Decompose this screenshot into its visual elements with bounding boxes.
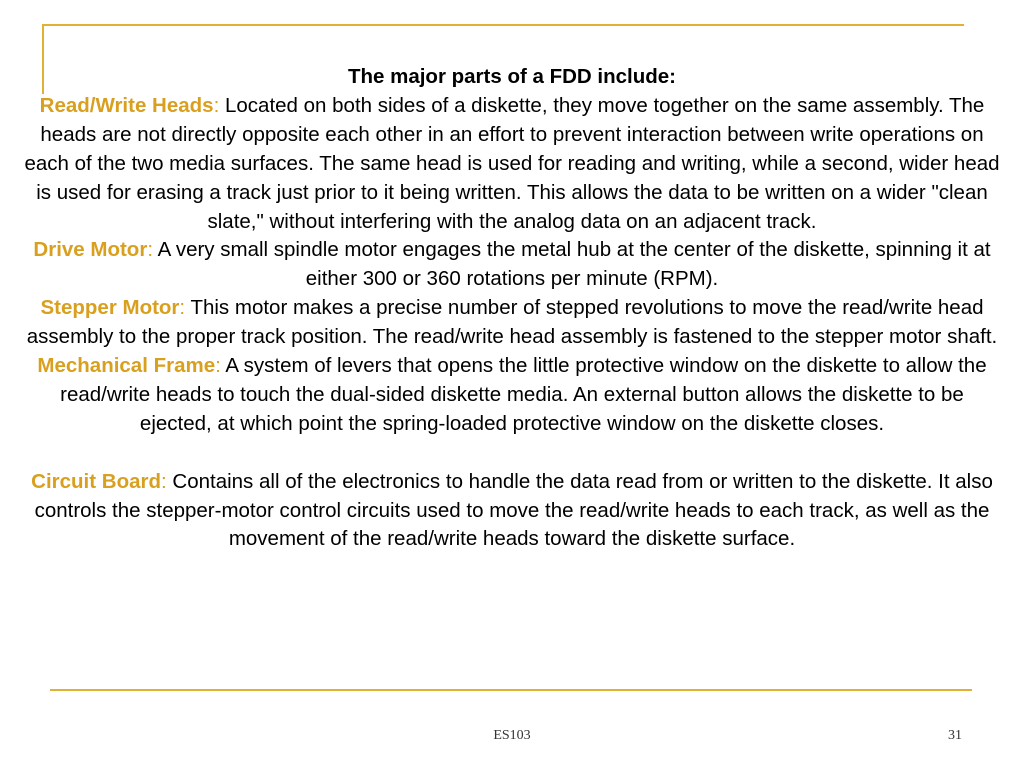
part-mechanical-frame	[22, 352, 1002, 439]
term-separator: :	[161, 469, 167, 493]
bottom-rule	[50, 689, 972, 691]
term-separator: :	[179, 296, 186, 320]
footer-course: ES103	[493, 728, 531, 743]
term-label: Circuit Board	[31, 469, 161, 493]
part-drive-motor	[22, 236, 1002, 294]
term-label: Mechanical Frame	[37, 354, 216, 378]
part-read-write-heads	[22, 92, 1002, 237]
slide-heading: The major parts of a FDD include:	[347, 65, 677, 88]
footer-page-number: 31	[948, 728, 962, 743]
term-separator: :	[147, 238, 154, 262]
top-rule	[42, 24, 964, 26]
term-description: A very small spindle motor engages the metal hub at the center of the diskette, spinning it at either 300 or 360 rotations per minute (RPM).	[153, 238, 991, 291]
term-description: This motor makes a precise number of stepped revolutions to move the read/write head assembly to the proper track position. The read/write head assembly is fastened to the stepper motor shaft.	[26, 296, 998, 349]
term-label: Stepper Motor	[40, 296, 180, 320]
term-separator: :	[215, 354, 221, 378]
slide-body	[22, 63, 1002, 554]
term-description: Located on both sides of a diskette, they move together on the same assembly. The heads are not directly opposite each other in an effort to prevent interaction between write operations on each of the two media surfaces. The same head is used for reading and writing, while a second, wider head is used for erasing a track just prior to it being written. This allows the data to be written on a wider "clean slate," without interfering with the analog data on an adjacent track.	[24, 93, 1000, 233]
term-description: Contains all of the electronics to handle the data read from or written to the diskette. It also controls the stepper-motor control circuits used to move the read/write heads to each track, as well as the movement of the read/write heads toward the diskette surface.	[34, 469, 993, 551]
term-label: Read/Write Heads	[39, 93, 214, 117]
term-label: Drive Motor	[33, 238, 148, 262]
paragraph-spacer	[22, 439, 1002, 468]
term-separator: :	[213, 93, 220, 117]
part-stepper-motor	[22, 294, 1002, 352]
part-circuit-board	[22, 468, 1002, 555]
term-description: A system of levers that opens the little protective window on the diskette to allow the read/write heads to touch the dual-sided diskette media. An external button allows the diskette to be ejected, at which point the spring-loaded protective window on the diskette closes.	[60, 354, 987, 435]
